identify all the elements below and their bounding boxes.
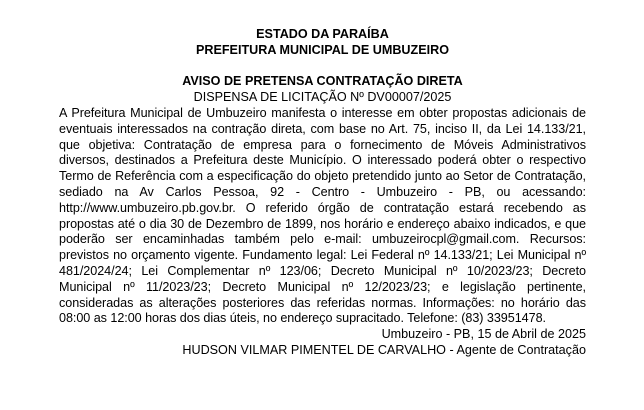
procurement-notice [59, 27, 586, 359]
heading-spacer [59, 59, 586, 75]
notice-subtitle: DISPENSA DE LICITAÇÃO Nº DV00007/2025 [193, 90, 452, 105]
notice-body: A Prefeitura Municipal de Umbuzeiro manifesta o interesse em obter propostas adicionais de eventuais interessados na contração direta, com base no Art. 75, inciso II, da Lei 14.133/21, que objetiva: Contratação de empresa para o fornecimento de Móveis Administrativos diversos, destinados a Prefeitura deste Município. O interessado poderá obter o respectivo Termo de Referência com a especificação do objeto pretendido junto ao Setor de Contratação, sediado na Av Carlos Pessoa, 92 - Centro - Umbuzeiro - PB, ou acessando: http://www.umbuzeiro.pb.gov.br. O referido órgão de contratação estará recebendo as propostas até o dia 30 de Dezembro de 1899, nos horário e endereço abaixo indicados, e que poderão ser encaminhadas também pelo e-mail: umbuzeirocpl@gmail.com. Recursos: previstos no orçamento vigente. Fundamento legal: Lei Federal nº 14.133/21; Lei Municipal nº 481/2024/24; Lei Complementar nº 123/06; Decreto Municipal nº 10/2023/23; Decreto Municipal nº 11/2023/23; Decreto Municipal nº 12/2023/23; e legislação pertinente, consideradas as alterações posteriores das referidas normas. Informações: no horário das 08:00 as 12:00 horas dos dias úteis, no endereço supracitado. Telefone: (83) 33951478. [59, 105, 586, 326]
notice-title: AVISO DE PRETENSA CONTRATAÇÃO DIRETA [182, 74, 463, 89]
place-and-date: Umbuzeiro - PB, 15 de Abril de 2025 [381, 327, 586, 342]
state-heading: ESTADO DA PARAÍBA [256, 27, 389, 41]
municipality-heading: PREFEITURA MUNICIPAL DE UMBUZEIRO [195, 42, 450, 57]
signatory-line: HUDSON VILMAR PIMENTEL DE CARVALHO - Agente de Contratação [182, 342, 586, 357]
